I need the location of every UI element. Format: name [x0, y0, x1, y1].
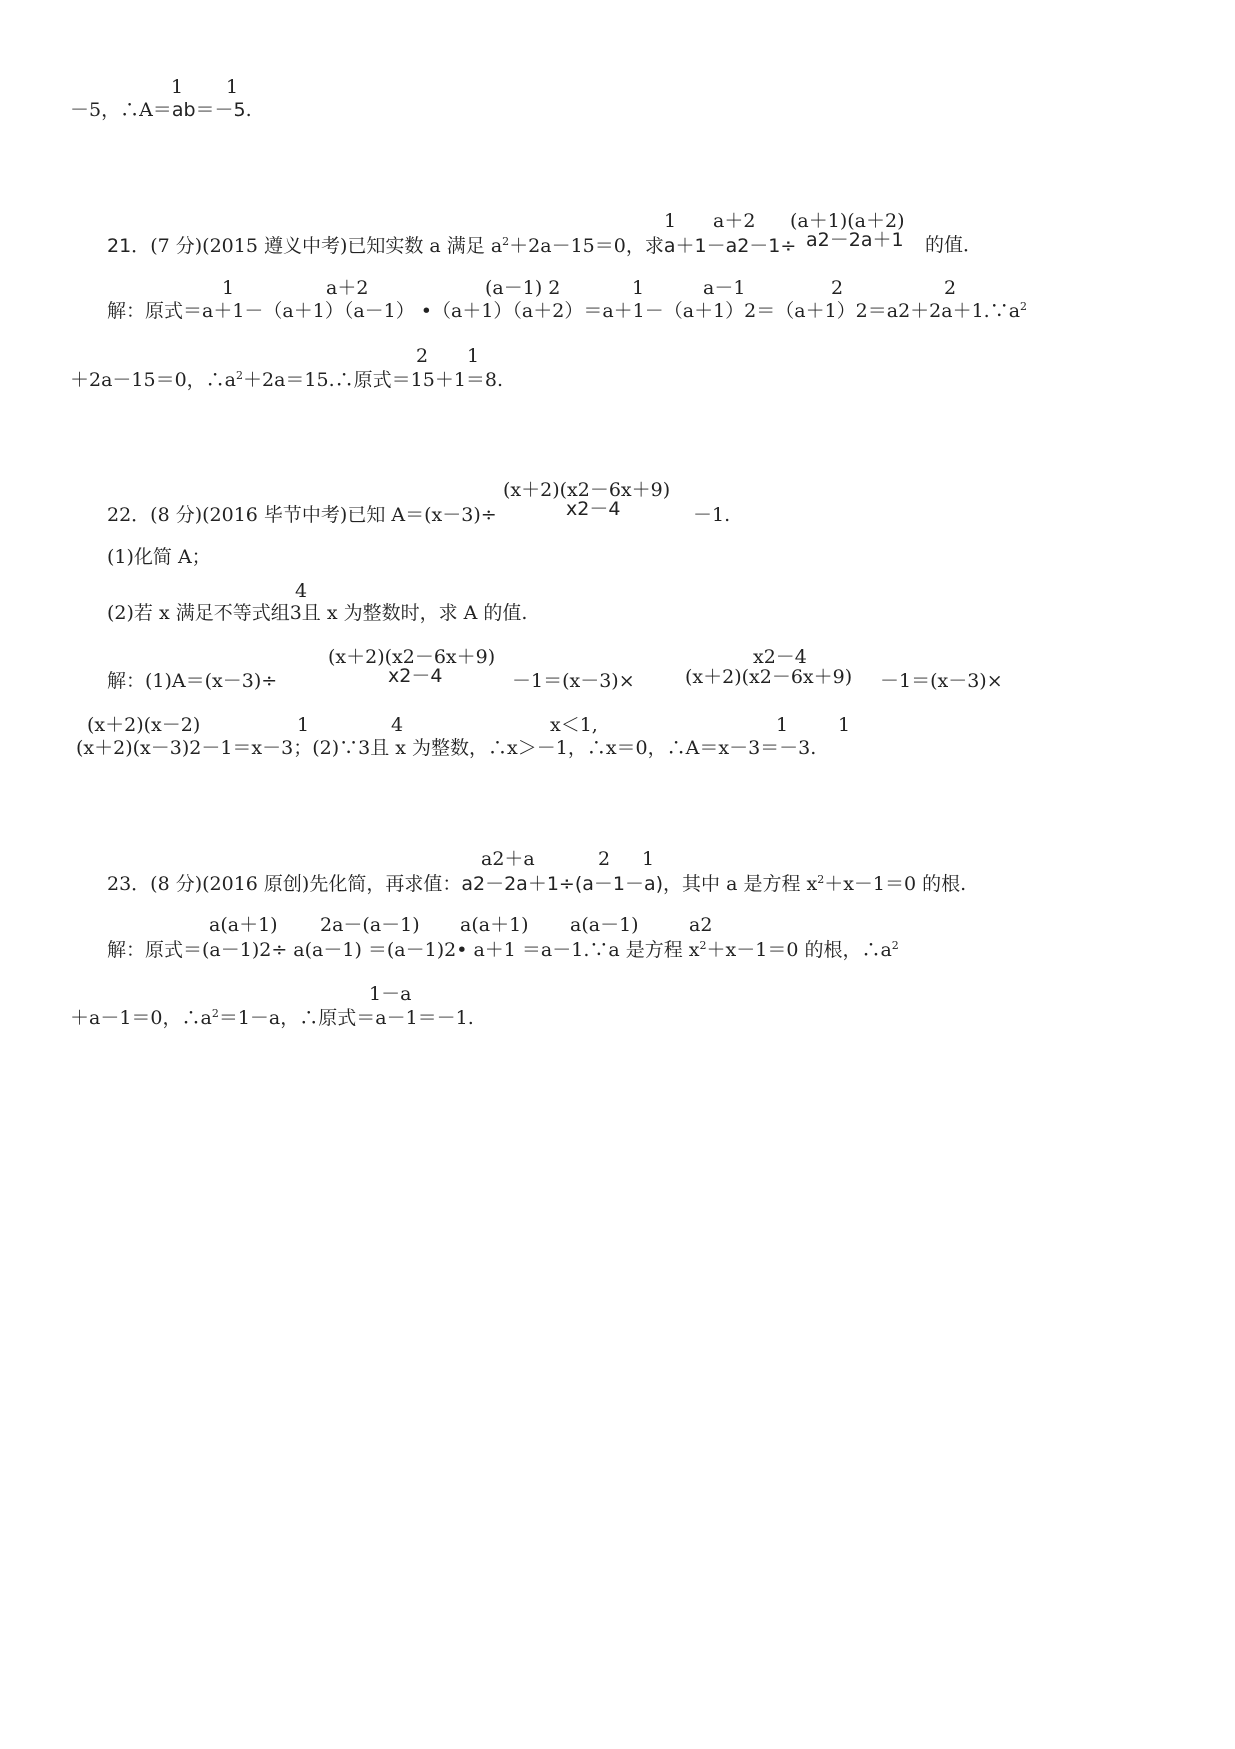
q21-tail: 的值． [925, 234, 983, 256]
sol23-numerator: a2 [689, 914, 713, 936]
question-21: 21．(7 分)(2015 遵义中考)已知实数 a 满足 $a^2+2a-15=0$，求a＋1－a2－1÷ [107, 235, 797, 257]
solution-23-line-1: 解：原式＝(a－1)2÷ a(a－1) ＝(a－1)2• a＋1 ＝a－1.∵a 是方程 $x^2+x-1=0$ 的根，$\therefore a^2$ [107, 939, 899, 961]
q21-numerator: (a＋1)(a＋2) [790, 210, 905, 232]
intro-line: －5，∴A＝ab＝－5. [70, 99, 252, 121]
sol22-numerator: 1 [297, 714, 310, 736]
sol21-numerator: (a－1) 2 [485, 277, 561, 299]
sol21-numerator: a＋2 [326, 277, 369, 299]
question-22-part-1: (1)化简 A； [107, 546, 211, 568]
intro-numerator: 1 [171, 76, 184, 98]
q21-numerator: 1 [664, 210, 677, 232]
q22-tail: －1. [693, 504, 731, 526]
q22-denominator: x2－4 [566, 498, 621, 520]
sol23-numerator: 1－a [369, 983, 412, 1005]
solution-22-line-1a: 解：(1)A＝(x－3)÷ [107, 670, 278, 692]
sol22-denominator: x2－4 [388, 665, 443, 687]
q23-numerator: 2 [598, 848, 611, 870]
intro-numerator: 1 [226, 76, 239, 98]
question-22: 22．(8 分)(2016 毕节中考)已知 A＝(x－3)÷ [107, 504, 497, 526]
solution-23-line-2: ＋a－1＝0，$\therefore a^2=1-a$，∴原式＝a－1＝－1. [70, 1007, 474, 1029]
sol21-numerator: 1 [222, 277, 235, 299]
solution-22-line-1c: －1＝(x－3)× [880, 670, 1003, 692]
sol21-numerator: a－1 [703, 277, 746, 299]
q23-numerator: 1 [642, 848, 655, 870]
sol22-numerator: x2－4 [753, 646, 807, 668]
sol22-denominator: (x＋2)(x2－6x＋9) [685, 666, 853, 688]
sol22-numerator: (x＋2)(x2－6x＋9) [328, 646, 496, 668]
sol23-numerator: a(a＋1) [460, 914, 529, 936]
sol21-numerator: 2 [831, 277, 844, 299]
question-22-part-2: (2)若 x 满足不等式组3且 x 为整数时，求 A 的值. [107, 602, 528, 624]
q21-numerator: a＋2 [713, 210, 756, 232]
solution-21-line-1: 解：原式＝a＋1－（a＋1）（a－1） $•(a+1)(a+2)=a+1-(a+1)2=(a+1)2=a2+2a+1.\because a^2$ [107, 300, 1028, 322]
solution-21-line-2: ＋2a－15＝0，$\therefore a^2+2a=15.\therefore$原式＝15＋1＝8. [70, 369, 504, 391]
sol22-numerator: (x＋2)(x－2) [87, 714, 201, 736]
q21-denominator: a2－2a＋1 [806, 229, 904, 251]
q22-numerator: (x＋2)(x2－6x＋9) [503, 479, 671, 501]
solution-22-line-2: (x＋2)(x－3)2－1＝x－3；(2)∵3且 x 为整数，∴x＞－1，∴x＝0，∴A＝x－3＝－3. [76, 737, 817, 759]
sol21-numerator: 1 [632, 277, 645, 299]
sol21-numerator: 2 [416, 345, 429, 367]
q23-numerator: a2＋a [481, 848, 535, 870]
q22-numerator: 4 [295, 580, 308, 602]
sol23-numerator: a(a＋1) [209, 914, 278, 936]
sol22-numerator: 1 [776, 714, 789, 736]
sol21-numerator: 1 [467, 345, 480, 367]
sol21-numerator: 2 [944, 277, 957, 299]
sol22-numerator: 4 [391, 714, 404, 736]
question-23: 23．(8 分)(2016 原创)先化简，再求值：a2－2a＋1÷(a－1－a)，其中 a 是方程 $x^2+x-1=0$ 的根. [107, 873, 967, 895]
solution-22-line-1b: －1＝(x－3)× [512, 670, 635, 692]
sol22-numerator: x＜1, [550, 714, 598, 736]
sol22-numerator: 1 [838, 714, 851, 736]
sol23-numerator: a(a－1) [570, 914, 639, 936]
sol23-numerator: 2a－(a－1) [320, 914, 420, 936]
